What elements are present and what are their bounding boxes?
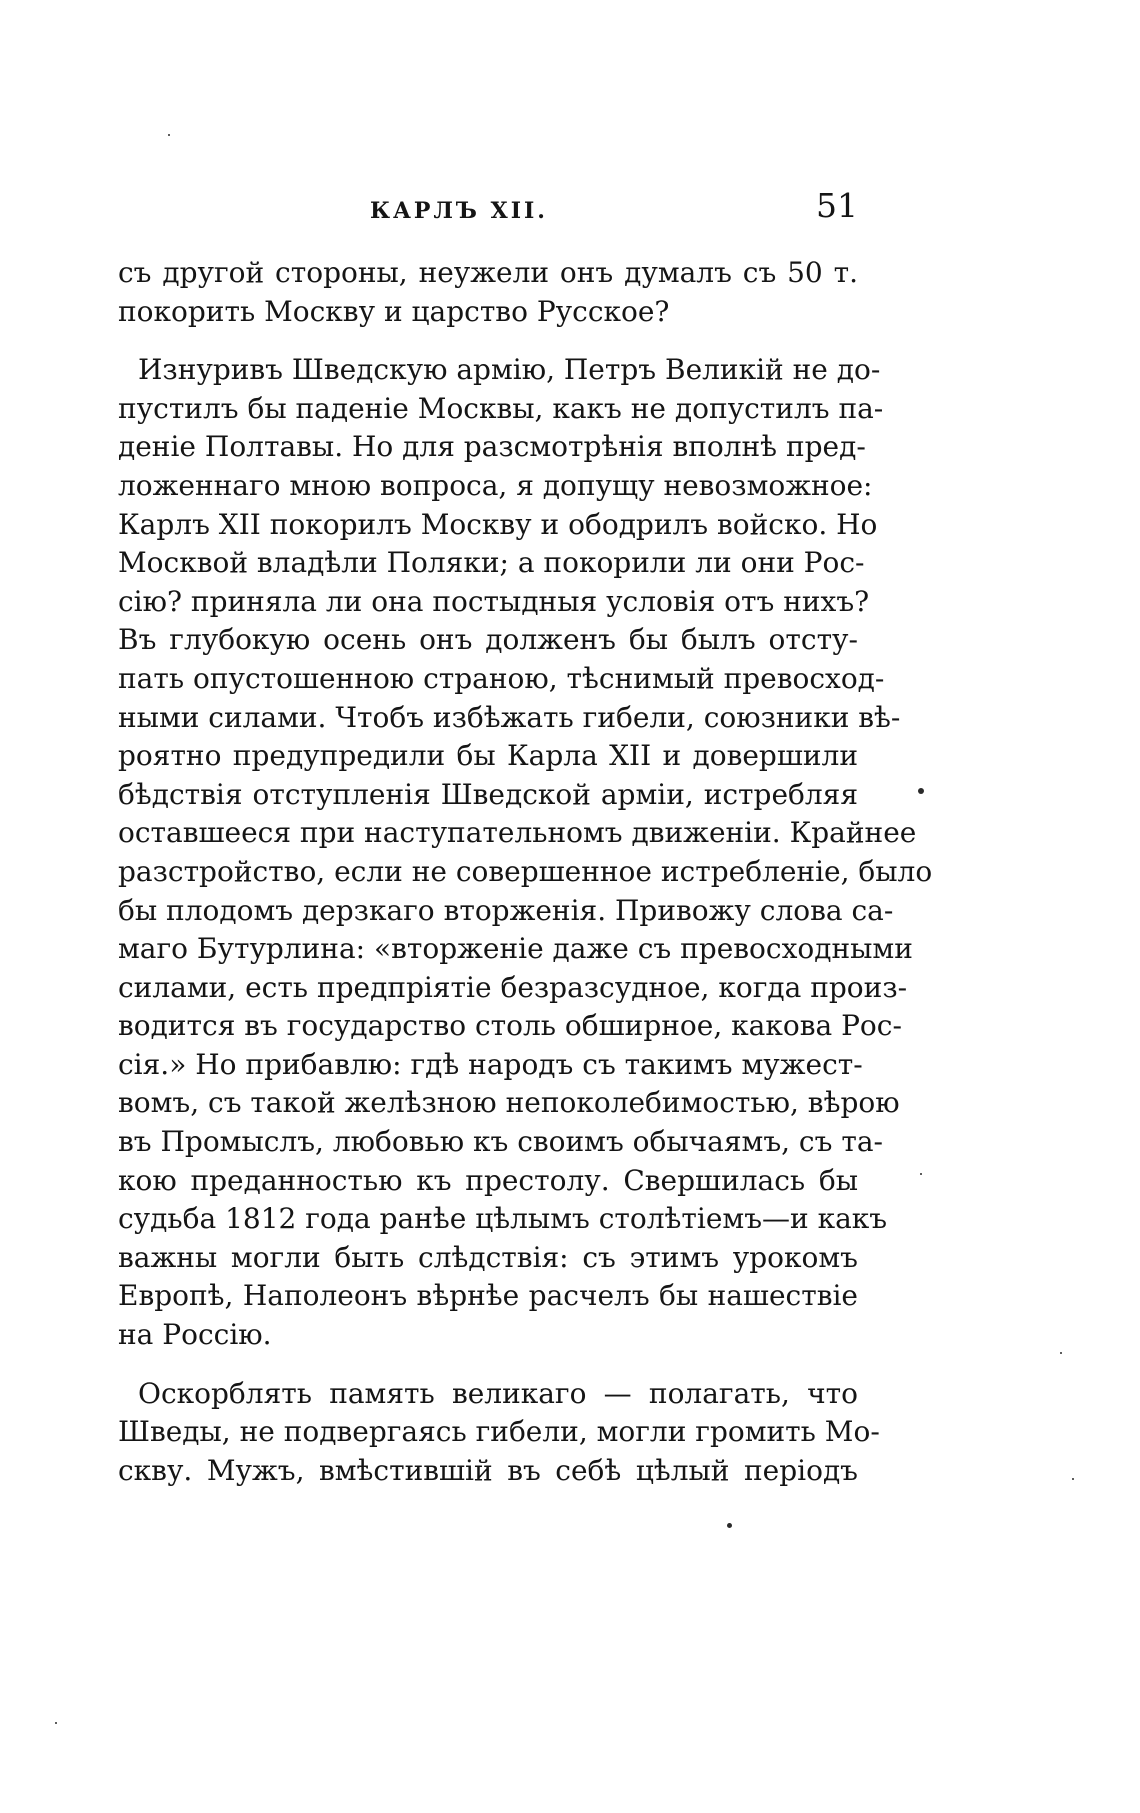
text-line: пустилъ бы паденіе Москвы, какъ не допустилъ па- [118, 391, 884, 425]
text-line: Карлъ XII покорилъ Москву и ободрилъ войско. Но [118, 507, 878, 541]
body-text [118, 254, 933, 1490]
text-line: вомъ, съ такой желѣзною непоколебимостью, вѣрою [118, 1086, 900, 1120]
text-line: ложеннаго мною вопроса, я допущу невозможное: [118, 468, 873, 502]
text-line: Въ глубокую осень онъ долженъ бы былъ отсту- [118, 623, 858, 657]
text-line: разстройство, если не совершенное истребленіе, было [118, 854, 933, 888]
page-header [118, 186, 858, 234]
ink-speck [727, 1523, 732, 1528]
text-line: Шведы, не подвергаясь гибели, могли громить Мо- [118, 1415, 880, 1449]
ink-speck [1060, 1352, 1062, 1354]
text-line: Изнуривъ Шведскую армію, Петръ Великій не до- [138, 353, 881, 387]
text-line: скву. Мужъ, вмѣстившій въ себѣ цѣлый періодъ [118, 1453, 858, 1487]
text-line: роятно предупредили бы Карла XII и довершили [118, 739, 858, 773]
text-line: бы плодомъ дерзкаго вторженія. Привожу слова са- [118, 893, 894, 927]
text-line: пать опустошенною страною, тѣснимый превосход- [118, 661, 885, 695]
text-line: важны могли быть слѣдствія: съ этимъ урокомъ [118, 1240, 858, 1274]
text-line: водится въ государство столь обширное, какова Рос- [118, 1009, 902, 1043]
ink-speck [55, 1722, 57, 1724]
text-line: Оскорблять память великаго — полагать, что [138, 1376, 858, 1410]
text-line: Европѣ, Наполеонъ вѣрнѣе расчелъ бы нашествіе [118, 1279, 858, 1313]
text-line: ными силами. Чтобъ избѣжать гибели, союзники вѣ- [118, 700, 901, 734]
text-line: на Россію. [118, 1318, 272, 1352]
running-title: КАРЛЪ XII. [370, 198, 548, 224]
paragraph-1 [118, 254, 858, 331]
text-line: сію? приняла ли она постыдныя условія отъ нихъ? [118, 584, 870, 618]
text-line: маго Бутурлина: «вторженіе даже съ превосходными [118, 932, 913, 966]
ink-speck [920, 1173, 922, 1175]
ink-speck [918, 788, 924, 794]
text-line: оставшееся при наступательномъ движеніи. Крайнее [118, 816, 917, 850]
paragraph-2 [118, 351, 933, 1354]
text-line: сія.» Но прибавлю: гдѣ народъ съ такимъ мужест- [118, 1047, 863, 1081]
text-line: деніе Полтавы. Но для разсмотрѣнія вполнѣ пред- [118, 430, 866, 464]
text-line: судьба 1812 года ранѣе цѣлымъ столѣтіемъ—и какъ [118, 1202, 888, 1236]
text-line: силами, есть предпріятіе безразсудное, когда произ- [118, 970, 908, 1004]
text-line: кою преданностью къ престолу. Свершилась бы [118, 1163, 858, 1197]
paragraph-3 [118, 1375, 880, 1491]
text-line: съ другой стороны, неужели онъ думалъ съ 50 т. [118, 256, 858, 289]
page-number: 51 [816, 186, 858, 225]
text-line: Москвой владѣли Поляки; а покорили ли они Рос- [118, 546, 865, 580]
ink-speck [168, 134, 170, 136]
text-line: покорить Москву и царство Русское? [118, 294, 670, 328]
text-line: бѣдствія отступленія Шведской арміи, истребляя [118, 777, 858, 811]
ink-speck [1072, 1478, 1074, 1480]
text-line: въ Промыслъ, любовью къ своимъ обычаямъ, съ та- [118, 1125, 883, 1159]
